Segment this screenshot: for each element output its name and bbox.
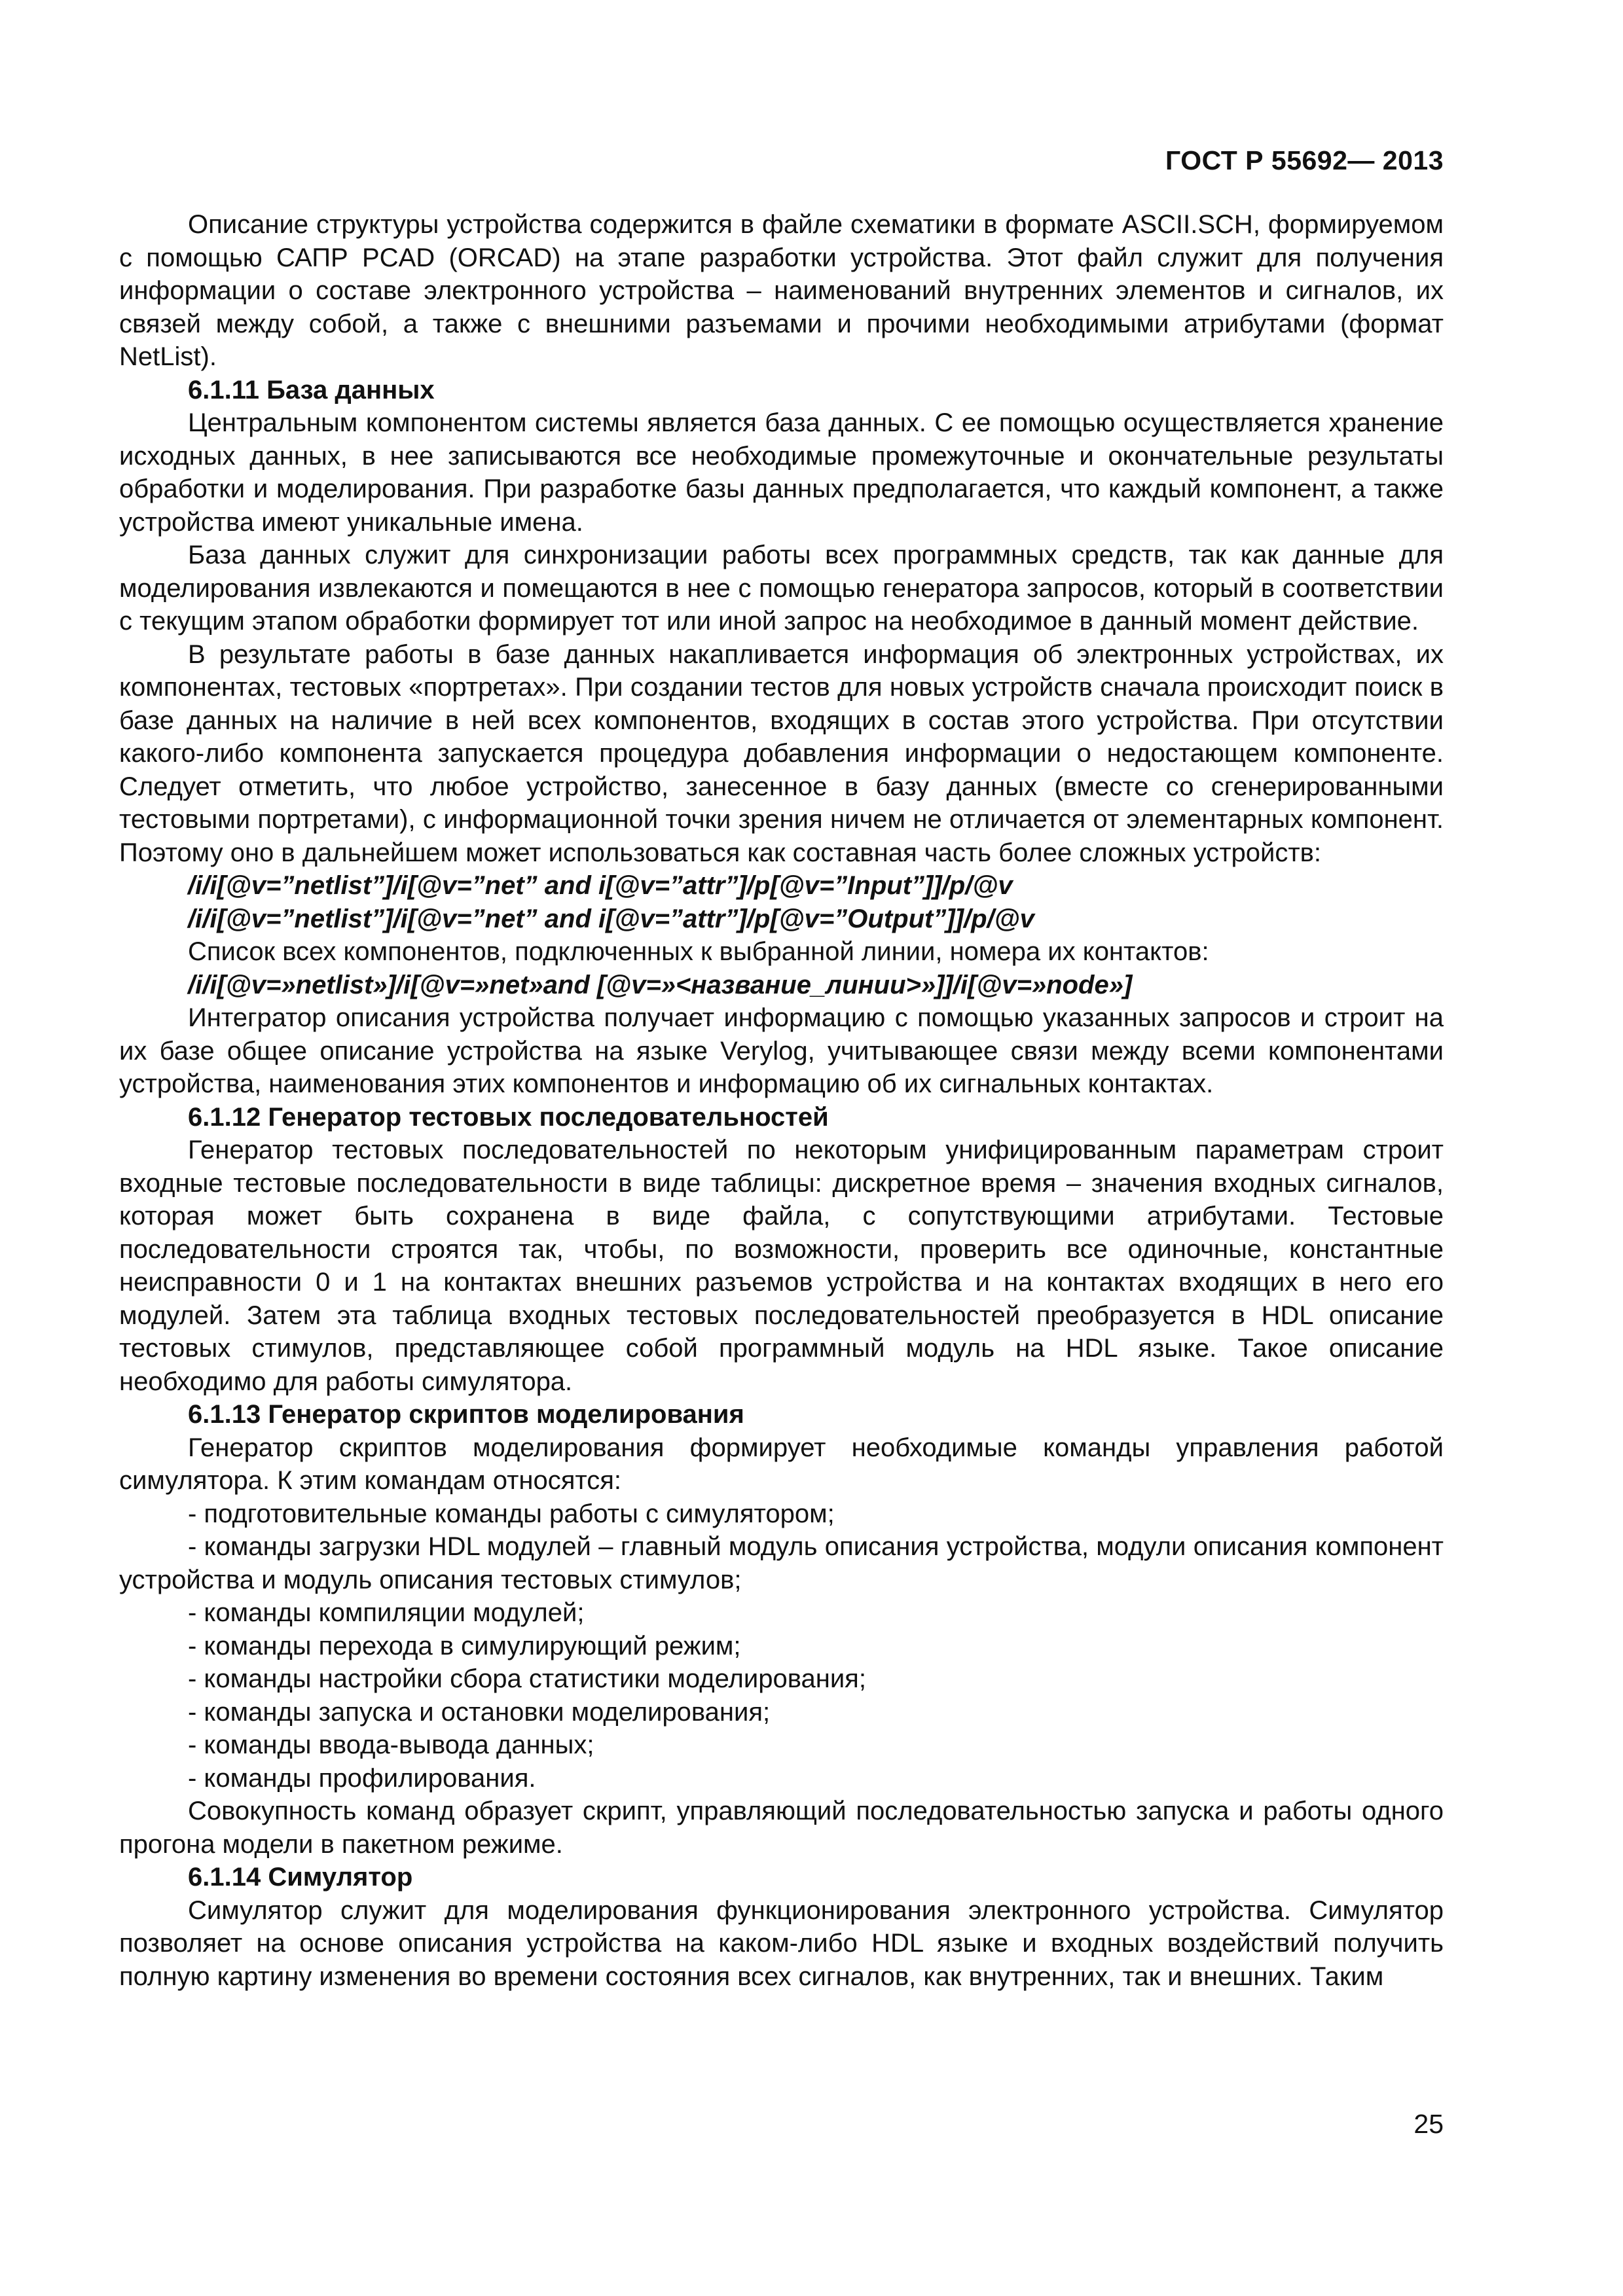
list-item: - команды ввода-вывода данных; — [188, 1731, 594, 1759]
section-heading: 6.1.11 База данных — [188, 375, 435, 404]
paragraph: База данных служит для синхронизации работы всех программных средств, так как данные для моделирования извлекаются и помещаются в нее с помощью генератора запросов, который в соответствии с текущим этапом обработки формирует тот или иной запрос на необходимое в данный момент действие. — [119, 541, 1444, 636]
paragraph: Генератор тестовых последовательностей по некоторым унифицированным параметрам строит входные тестовые последовательности в виде таблицы: дискретное время – значения входных сигналов, которая может быть сохранена в виде файла, с сопутствующими атрибутами. Тестовые последовательности строятся так, чтобы, по возможности, проверить все одиночные, константные неисправности 0 и 1 на контактах внешних разъемов устройства и на контактах входящих в него его модулей. Затем эта таблица входных тестовых последовательностей преобразуется в HDL описание тестовых стимулов, представляющее собой программный модуль на HDL языке. Такое описание необходимо для работы симулятора. — [119, 1136, 1444, 1396]
list-item: - команды перехода в симулирующий режим; — [188, 1631, 741, 1660]
list-item: - команды настройки сбора статистики моделирования; — [188, 1664, 866, 1693]
code-line: /i/i[@v=”netlist”]/i[@v=”net” and i[@v=”attr”]/p[@v=”Input”]]/p/@v — [188, 871, 1013, 900]
code-line: /i/i[@v=»netlist»]/i[@v=»net»and [@v=»<название_линии>»]]/i[@v=»node»] — [188, 970, 1133, 999]
paragraph: Интегратор описания устройства получает информацию с помощью указанных запросов и строит на их базе общее описание устройства на языке Verylog, учитывающее связи между всеми компонентами устройства, наименования этих компонентов и информацию об их сигнальных контактах. — [119, 1003, 1444, 1098]
document-body — [119, 208, 1444, 1993]
paragraph: В результате работы в базе данных накапливается информация об электронных устройствах, их компонентах, тестовых «портретах». При создании тестов для новых устройств сначала происходит поиск в базе данных на наличие в ней всех компонентов, входящих в состав этого устройства. При отсутствии какого-либо компонента запускается процедура добавления информации о недостающем компоненте. Следует отметить, что любое устройство, занесенное в базу данных (вместе со сгенерированными тестовыми портретами), с информационной точки зрения ничем не отличается от элементарных компонент. Поэтому оно в дальнейшем может использоваться как составная часть более сложных устройств: — [119, 639, 1444, 867]
list-item: - команды профилирования. — [188, 1763, 536, 1793]
paragraph: Описание структуры устройства содержится в файле схематики в формате ASCII.SCH, формируемом с помощью САПР PCAD (ORCAD) на этапе разработки устройства. Этот файл служит для получения информации о составе электронного устройства – наименований внутренних элементов и сигналов, их связей между собой, а также с внешними разъемами и прочими необходимыми атрибутами (формат NetList). — [119, 210, 1444, 371]
list-item: - команды загрузки HDL модулей – главный модуль описания устройства, модули описания компонент устройства и модуль описания тестовых стимулов; — [119, 1532, 1444, 1594]
list-item: - подготовительные команды работы с симулятором; — [188, 1499, 835, 1528]
list-item: - команды запуска и остановки моделирования; — [188, 1697, 771, 1727]
paragraph: Симулятор служит для моделирования функционирования электронного устройства. Симулятор позволяет на основе описания устройства на каком-либо HDL языке и входных воздействий получить полную картину изменения во времени состояния всех сигналов, как внутренних, так и внешних. Таким — [119, 1895, 1444, 1991]
section-heading: 6.1.13 Генератор скриптов моделирования — [188, 1400, 744, 1429]
paragraph: Совокупность команд образует скрипт, управляющий последовательностью запуска и работы одного прогона модели в пакетном режиме. — [119, 1797, 1444, 1859]
paragraph: Центральным компонентом системы является база данных. С ее помощью осуществляется хранение исходных данных, в нее записываются все необходимые промежуточные и окончательные результаты обработки и моделирования. При разработке базы данных предполагается, что каждый компонент, а также устройства имеют уникальные имена. — [119, 408, 1444, 537]
paragraph: Список всех компонентов, подключенных к выбранной линии, номера их контактов: — [188, 937, 1209, 966]
code-line: /i/i[@v=”netlist”]/i[@v=”net” and i[@v=”attr”]/p[@v=”Output”]]/p/@v — [188, 904, 1034, 933]
section-heading: 6.1.12 Генератор тестовых последовательностей — [188, 1102, 829, 1132]
section-heading: 6.1.14 Симулятор — [188, 1863, 413, 1892]
page-number: 25 — [1413, 2109, 1444, 2139]
document-header: ГОСТ Р 55692— 2013 — [1165, 145, 1444, 175]
paragraph: Генератор скриптов моделирования формирует необходимые команды управления работой симулятора. К этим командам относятся: — [119, 1433, 1444, 1495]
list-item: - команды компиляции модулей; — [188, 1598, 585, 1627]
